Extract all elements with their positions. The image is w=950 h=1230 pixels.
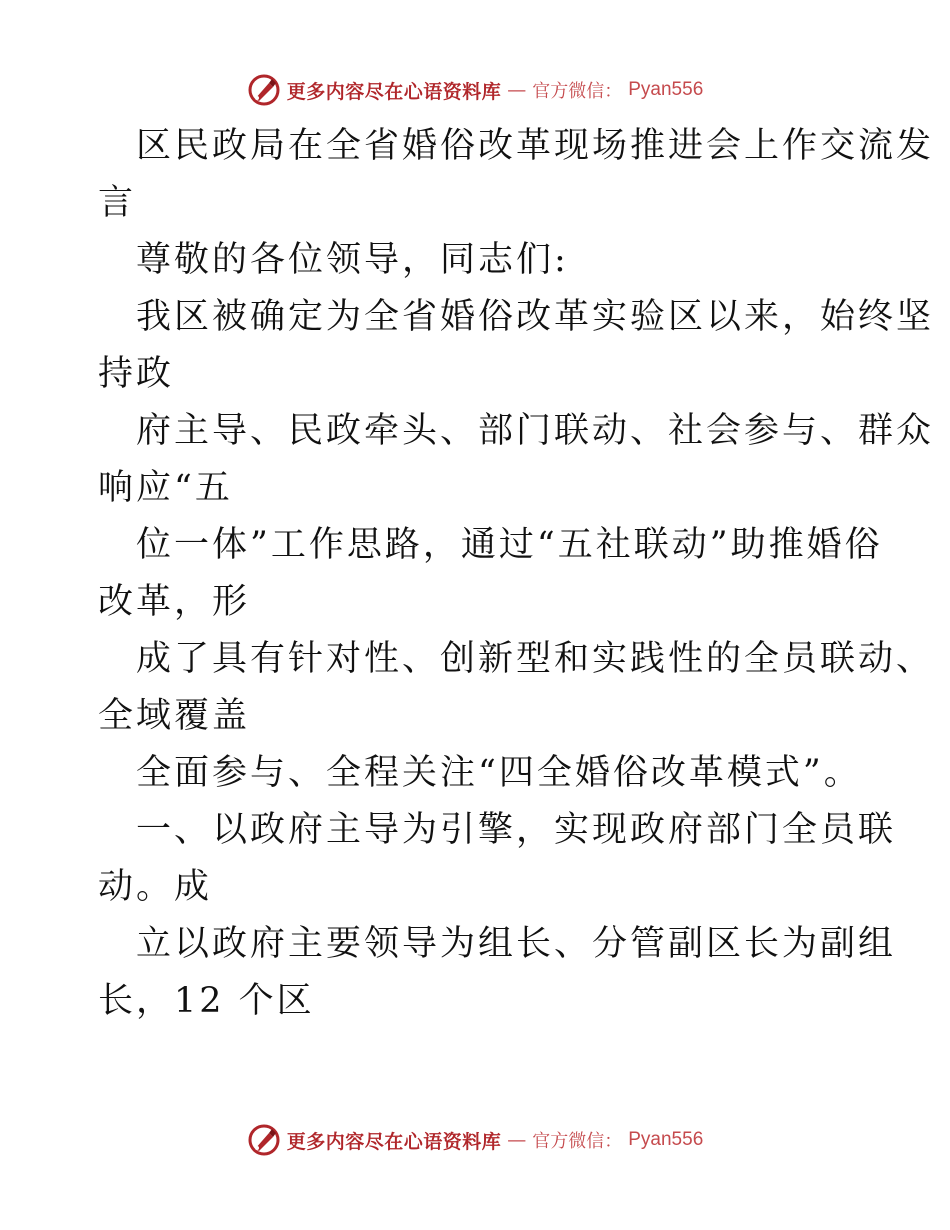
- body-line: 尊敬的各位领导，同志们:: [136, 240, 569, 280]
- body-line: 府主导、民政牵头、部门联动、社会参与、群众: [136, 411, 935, 451]
- body-line: 改革，形: [98, 582, 251, 622]
- body-line: 言: [98, 183, 137, 223]
- body-line: 响应“五: [98, 468, 233, 508]
- footer-brand-text: 更多内容尽在心语资料库: [286, 1130, 502, 1153]
- header-separator: —: [507, 79, 527, 101]
- body-line: 成了具有针对性、创新型和实践性的全员联动、: [136, 639, 935, 679]
- body-line: 位一体”工作思路，通过“五社联动”助推婚俗: [136, 525, 883, 565]
- footer-separator: —: [507, 1129, 527, 1151]
- header-banner: [0, 70, 950, 110]
- body-line: 全域覆盖: [98, 696, 251, 736]
- footer-banner: [0, 1120, 950, 1160]
- body-line: 动。成: [98, 867, 213, 907]
- footer-wechat-id: Pyan556: [628, 1129, 704, 1150]
- pen-logo-icon: [247, 73, 281, 107]
- body-line: 立以政府主要领导为组长、分管副区长为副组: [136, 924, 897, 964]
- body-line: 长，12 个区: [98, 981, 315, 1021]
- header-brand-text: 更多内容尽在心语资料库: [286, 80, 502, 103]
- document-body: [98, 118, 935, 1030]
- body-line: 全面参与、全程关注“四全婚俗改革模式”。: [136, 753, 862, 793]
- pen-logo-icon: [247, 1123, 281, 1157]
- body-line: 一、以政府主导为引擎，实现政府部门全员联: [136, 810, 897, 850]
- footer-wechat-label: 官方微信：: [532, 1131, 623, 1152]
- header-wechat-label: 官方微信：: [532, 81, 623, 102]
- body-line: 区民政局在全省婚俗改革现场推进会上作交流发: [136, 126, 935, 166]
- body-line: 我区被确定为全省婚俗改革实验区以来，始终坚: [136, 297, 935, 337]
- header-wechat-id: Pyan556: [628, 79, 704, 100]
- body-line: 持政: [98, 354, 175, 394]
